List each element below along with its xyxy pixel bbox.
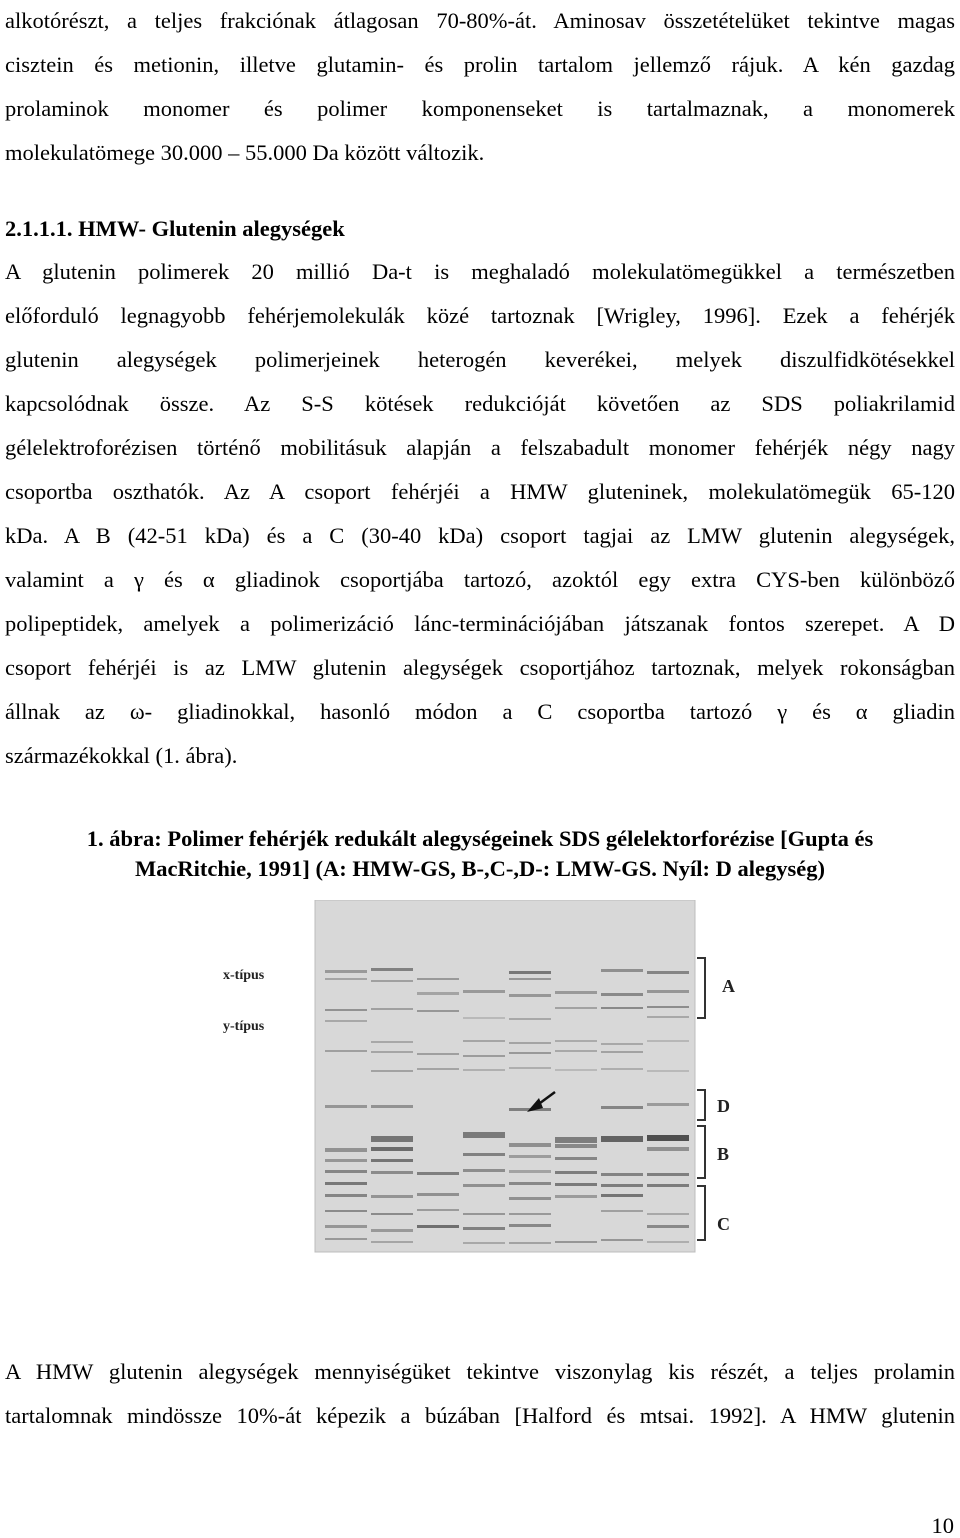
caption-line: 1. ábra: Polimer fehérjék redukált alegységeinek SDS gélelektorforézise [Gupta és xyxy=(86,826,874,851)
gel-band xyxy=(601,1043,643,1045)
label-group-b: B xyxy=(717,1144,730,1164)
gel-band xyxy=(509,1197,551,1200)
gel-band xyxy=(601,1106,643,1109)
text-line: A HMW glutenin alegységek mennyiségüket tekintve viszonylag kis részét, a teljes prolamin xyxy=(5,1359,955,1384)
gel-band xyxy=(325,1194,367,1197)
gel-band xyxy=(555,1157,597,1160)
gel-band xyxy=(325,1238,367,1240)
gel-band xyxy=(509,1170,551,1173)
paragraph-intro xyxy=(5,0,955,175)
gel-band xyxy=(509,1143,551,1147)
gel-band xyxy=(417,1172,459,1175)
gel-band xyxy=(601,1051,643,1053)
gel-band xyxy=(325,1050,367,1052)
caption-line: MacRitchie, 1991] (A: HMW-GS, B-,C-,D-: LMW-GS. Nyíl: D alegység) xyxy=(134,856,826,881)
gel-band xyxy=(371,1241,413,1243)
gel-band xyxy=(371,1070,413,1072)
gel-band xyxy=(325,1210,367,1212)
page-number: 10 xyxy=(931,1513,954,1538)
gel-band xyxy=(509,978,551,980)
gel-band xyxy=(463,1069,505,1071)
gel-band xyxy=(371,1105,413,1108)
group-brackets xyxy=(697,958,705,1240)
gel-band xyxy=(647,1016,689,1018)
gel-band xyxy=(601,1210,643,1212)
gel-band xyxy=(417,1053,459,1055)
text-line: polipeptidek, amelyek a polimerizáció lánc-terminációjában játszanak fontos szerepet. A D xyxy=(5,611,955,636)
text-line: valamint a γ és α gliadinok csoportjába tartozó, azoktól egy extra CYS-ben különböző xyxy=(5,567,955,592)
text-line: származékokkal (1. ábra). xyxy=(5,743,238,768)
gel-band xyxy=(417,1068,459,1070)
gel-band xyxy=(371,1051,413,1053)
gel-band xyxy=(601,993,643,996)
gel-band xyxy=(509,1067,551,1069)
text-line: tartalomnak mindössze 10%-át képezik a búzában [Halford és mtsai. 1992]. A HMW glutenin xyxy=(5,1403,955,1428)
gel-band xyxy=(601,1068,643,1070)
label-x-type: x-típus xyxy=(223,968,265,983)
gel-band xyxy=(417,1225,459,1228)
gel-band xyxy=(417,1010,459,1012)
text-line: cisztein és metionin, illetve glutamin- és prolin tartalom jellemző rájuk. A kén gazdag xyxy=(5,52,955,77)
gel-band xyxy=(555,1137,597,1143)
gel-band xyxy=(463,1132,505,1138)
gel-band xyxy=(601,1173,643,1176)
label-group-a: A xyxy=(722,976,735,996)
gel-band xyxy=(555,1241,597,1243)
gel-band xyxy=(509,994,551,997)
text-line: előforduló legnagyobb fehérjemolekulák közé tartoznak [Wrigley, 1996]. Ezek a fehérjék xyxy=(5,303,955,328)
text-line: gélelektroforézisen történő mobilitásuk alapján a felszabadult monomer fehérjék négy nagy xyxy=(5,435,955,460)
gel-band xyxy=(371,980,413,982)
gel-band xyxy=(325,1148,367,1152)
gel-band xyxy=(371,1229,413,1232)
gel-band xyxy=(463,990,505,993)
gel-band xyxy=(647,1070,689,1072)
gel-band xyxy=(647,1184,689,1187)
gel-band xyxy=(371,1195,413,1198)
gel-band xyxy=(509,1155,551,1158)
gel-band xyxy=(509,1242,551,1244)
gel-band xyxy=(463,1184,505,1187)
gel-band xyxy=(555,1040,597,1042)
gel-band xyxy=(463,1242,505,1244)
gel-band xyxy=(325,978,367,980)
gel-band xyxy=(463,1169,505,1172)
gel-band xyxy=(555,991,597,994)
gel-band xyxy=(371,1213,413,1215)
gel-band xyxy=(555,1069,597,1071)
gel-background xyxy=(315,900,695,1252)
gel-band xyxy=(601,1239,643,1241)
label-group-c: C xyxy=(717,1214,730,1234)
gel-band xyxy=(555,1144,597,1148)
gel-band xyxy=(371,1041,413,1043)
gel-band xyxy=(647,971,689,974)
gel-band xyxy=(647,1213,689,1215)
gel-band xyxy=(325,1159,367,1162)
gel-electrophoresis-image xyxy=(205,900,795,1260)
gel-band xyxy=(601,1184,643,1187)
text-line: alkotórészt, a teljes frakciónak átlagosan 70-80%-át. Aminosav összetételüket tekintve magas xyxy=(5,8,955,33)
text-line: csoport fehérjéi is az LMW glutenin alegységek csoportjához tartoznak, melyek rokonságban xyxy=(5,655,955,680)
gel-band xyxy=(509,1182,551,1185)
gel-band xyxy=(463,1153,505,1156)
gel-band xyxy=(555,1183,597,1186)
gel-band xyxy=(601,969,643,972)
gel-band xyxy=(325,970,367,973)
gel-band xyxy=(371,1008,413,1010)
text-line: állnak az ω- gliadinokkal, hasonló módon a C csoportba tartozó γ és α gliadin xyxy=(5,699,955,724)
gel-band xyxy=(601,1007,643,1009)
gel-band xyxy=(417,1193,459,1196)
label-y-type: y-típus xyxy=(223,1019,265,1034)
gel-band xyxy=(325,1225,367,1228)
gel-band xyxy=(555,1195,597,1198)
gel-band xyxy=(601,1194,643,1197)
gel-band xyxy=(417,978,459,980)
gel-band xyxy=(463,1040,505,1042)
gel-band xyxy=(509,971,551,974)
gel-band xyxy=(417,1209,459,1211)
label-group-d: D xyxy=(717,1096,730,1116)
text-line: prolaminok monomer és polimer komponenseket is tartalmaznak, a monomerek xyxy=(5,96,955,121)
gel-band xyxy=(463,1213,505,1215)
section-heading: 2.1.1.1. HMW- Glutenin alegységek xyxy=(5,216,345,241)
gel-band xyxy=(463,1055,505,1057)
text-line: A glutenin polimerek 20 millió Da-t is meghaladó molekulatömegükkel a természetben xyxy=(5,259,955,284)
gel-band xyxy=(647,1147,689,1151)
gel-band xyxy=(555,1050,597,1052)
gel-band xyxy=(463,1017,505,1019)
gel-band xyxy=(647,1241,689,1243)
gel-band xyxy=(417,992,459,995)
gel-band xyxy=(647,1103,689,1106)
gel-band xyxy=(509,1224,551,1227)
gel-band xyxy=(325,1170,367,1173)
text-line: kDa. A B (42-51 kDa) és a C (30-40 kDa) csoport tagjai az LMW glutenin alegységek, xyxy=(5,523,955,548)
figure-caption xyxy=(0,824,960,884)
gel-band xyxy=(647,1225,689,1228)
gel-band xyxy=(371,1171,413,1174)
gel-band xyxy=(601,1136,643,1142)
gel-band xyxy=(371,968,413,971)
gel-band xyxy=(325,1182,367,1185)
text-line: csoportba oszthatók. Az A csoport fehérjéi a HMW gluteninek, molekulatömegük 65-120 xyxy=(5,479,955,504)
gel-band xyxy=(371,1159,413,1162)
gel-band xyxy=(371,1136,413,1142)
gel-band xyxy=(325,1009,367,1011)
paragraph-hmw xyxy=(5,1350,955,1438)
gel-band xyxy=(463,1227,505,1230)
gel-band xyxy=(371,1147,413,1151)
gel-band xyxy=(647,1006,689,1008)
gel-band xyxy=(555,1171,597,1174)
text-line: glutenin alegységek polimerjeinek heterogén keverékei, melyek diszulfidkötésekkel xyxy=(5,347,955,372)
gel-band xyxy=(647,1173,689,1176)
gel-band xyxy=(325,1020,367,1022)
gel-band xyxy=(509,1052,551,1054)
text-line: molekulatömege 30.000 – 55.000 Da között változik. xyxy=(5,140,485,165)
paragraph-glutenin xyxy=(5,250,955,778)
gel-band xyxy=(509,1018,551,1020)
gel-band xyxy=(509,1042,551,1044)
gel-band xyxy=(647,1135,689,1141)
gel-band xyxy=(325,1105,367,1108)
text-line: kapcsolódnak össze. Az S-S kötések redukcióját követően az SDS poliakrilamid xyxy=(5,391,955,416)
gel-band xyxy=(555,1007,597,1009)
gel-band xyxy=(509,1213,551,1215)
gel-band xyxy=(647,990,689,993)
gel-band xyxy=(647,1040,689,1042)
